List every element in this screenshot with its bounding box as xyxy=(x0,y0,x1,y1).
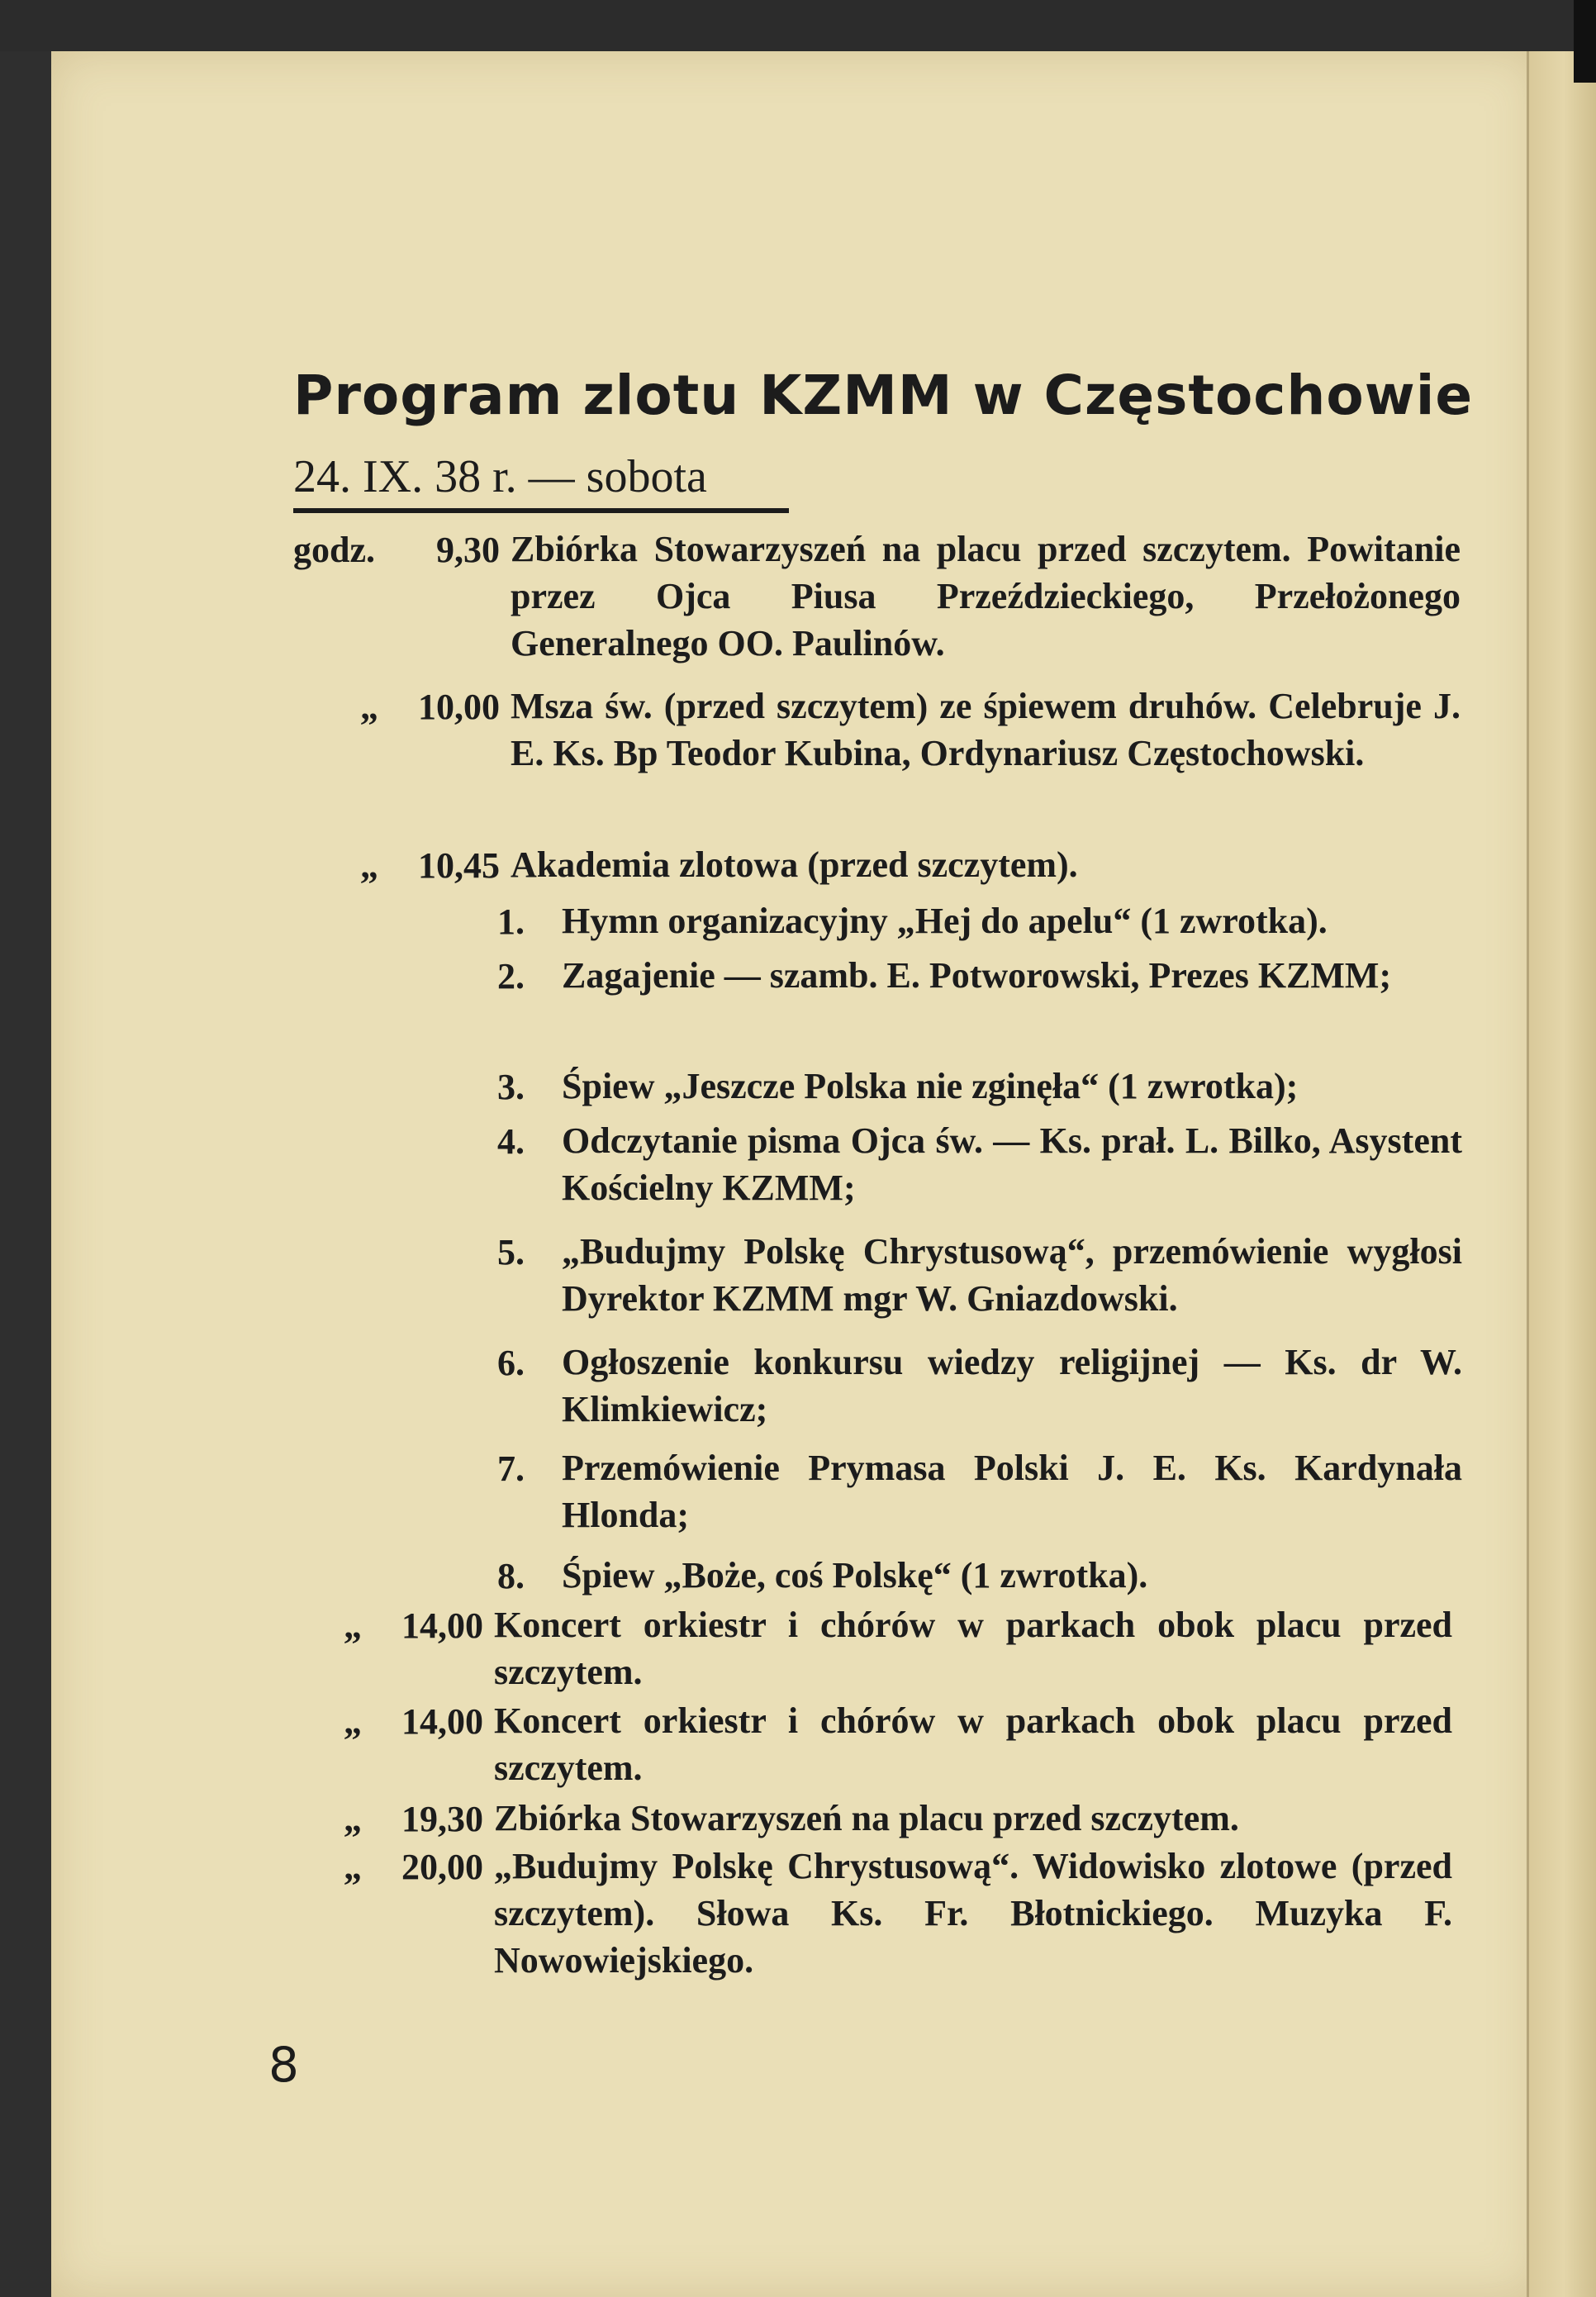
schedule-entry-text: Zbiórka Stowarzyszeń na placu przed szczytem. Powitanie przez Ojca Piusa Przeździeckiego, Przełożonego Generalnego OO. Paulinów. xyxy=(511,529,1461,663)
akademia-item: „Budujmy Polskę Chrystusową“, przemówienie wygłosi Dyrektor KZMM mgr W. Gniazdowski. xyxy=(562,1231,1462,1319)
time-label: „ 14,00 xyxy=(344,1605,483,1646)
akademia-item: Odczytanie pisma Ojca św. — Ks. prał. L. Bilko, Asystent Kościelny KZMM; xyxy=(562,1120,1462,1208)
page-number: 8 xyxy=(268,2037,299,2093)
item-number: 6. xyxy=(497,1343,525,1383)
date-heading: 24. IX. 38 r. — sobota xyxy=(293,450,789,513)
time-label: „ 10,00 xyxy=(360,687,500,727)
akademia-item: Śpiew „Jeszcze Polska nie zginęła“ (1 zwrotka); xyxy=(562,1066,1299,1106)
akademia-item: Przemówienie Prymasa Polski J. E. Ks. Kardynała Hlonda; xyxy=(562,1448,1462,1535)
ditto-mark: „ xyxy=(360,687,378,727)
akademia-item: Zagajenie — szamb. E. Potworowski, Prezes KZMM; xyxy=(562,955,1392,996)
time-label: „ 10,45 xyxy=(360,845,500,886)
adjacent-page-edge xyxy=(1527,51,1596,2297)
schedule-entry-text: Koncert orkiestr i chórów w parkach obok placu przed szczytem. xyxy=(494,1700,1452,1788)
time-label: „ 14,00 xyxy=(344,1701,483,1742)
ditto-mark: „ xyxy=(344,1701,362,1742)
item-number: 2. xyxy=(497,956,525,996)
akademia-item: Śpiew „Boże, coś Polskę“ (1 zwrotka). xyxy=(562,1555,1148,1596)
akademia-item: Hymn organizacyjny „Hej do apelu“ (1 zwrotka). xyxy=(562,901,1328,941)
item-number: 3. xyxy=(497,1067,525,1107)
schedule-entry-text: Zbiórka Stowarzyszeń na placu przed szczytem. xyxy=(494,1798,1239,1838)
item-number: 5. xyxy=(497,1232,525,1272)
time-label: „ 20,00 xyxy=(344,1847,483,1887)
akademia-item: Ogłoszenie konkursu wiedzy religijnej — Ks. dr W. Klimkiewicz; xyxy=(562,1342,1462,1429)
godz-label: godz. xyxy=(293,530,375,570)
time-label: 9,30 xyxy=(436,530,500,570)
ditto-mark: „ xyxy=(360,845,378,886)
item-number: 7. xyxy=(497,1448,525,1489)
item-number: 8. xyxy=(497,1556,525,1596)
scan-background xyxy=(0,0,1596,51)
item-number: 4. xyxy=(497,1121,525,1162)
scan-edge xyxy=(1574,0,1596,83)
schedule-entry-text: Msza św. (przed szczytem) ze śpiewem druhów. Celebruje J. E. Ks. Bp Teodor Kubina, Ordynariusz Częstochowski. xyxy=(511,686,1461,773)
time-label: „ 19,30 xyxy=(344,1799,483,1839)
schedule-entry-text: „Budujmy Polskę Chrystusową“. Widowisko zlotowe (przed szczytem). Słowa Ks. Fr. Błotnickiego. Muzyka F. Nowowiejskiego. xyxy=(494,1846,1452,1981)
item-number: 1. xyxy=(497,901,525,942)
ditto-mark: „ xyxy=(344,1799,362,1839)
page-title: Program zlotu KZMM w Częstochowie xyxy=(293,364,1474,427)
schedule-entry-text: Akademia zlotowa (przed szczytem). xyxy=(511,844,1078,885)
ditto-mark: „ xyxy=(344,1605,362,1646)
schedule-entry-text: Koncert orkiestr i chórów w parkach obok placu przed szczytem. xyxy=(494,1605,1452,1692)
ditto-mark: „ xyxy=(344,1847,362,1887)
